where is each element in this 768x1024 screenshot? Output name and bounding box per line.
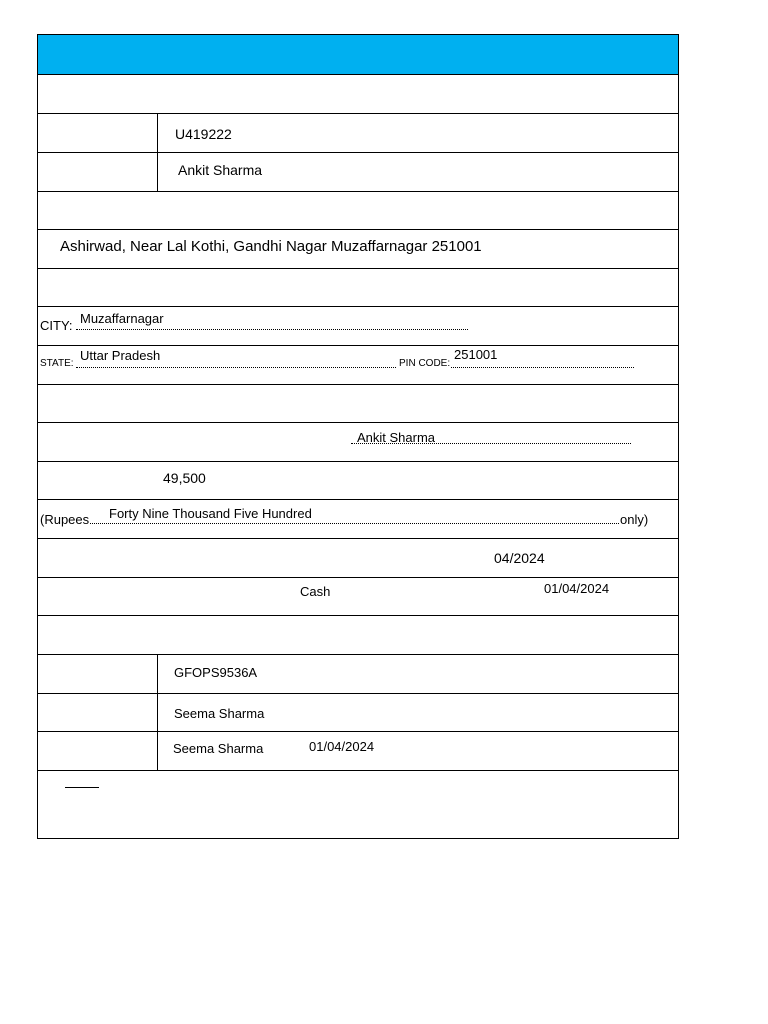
blank-row xyxy=(38,192,678,230)
state-pin-row xyxy=(38,346,678,385)
registration-number: U419222 xyxy=(175,126,232,142)
payment-mode: Cash xyxy=(300,584,331,599)
blank-row xyxy=(38,616,678,655)
city-dotted-line xyxy=(76,329,468,330)
landlord-name: Seema Sharma xyxy=(174,706,265,721)
signature-underline xyxy=(65,787,99,788)
city-label: CITY: xyxy=(40,318,73,333)
column-divider xyxy=(157,655,158,693)
amount-words-row xyxy=(38,500,678,539)
applicant-name: Ankit Sharma xyxy=(178,162,263,178)
state-dotted-line xyxy=(76,367,396,368)
landlord-name-row xyxy=(38,694,678,732)
amount-row xyxy=(38,462,678,500)
column-divider xyxy=(157,153,158,191)
signature-row xyxy=(38,732,678,771)
column-divider xyxy=(157,114,158,152)
address-row xyxy=(38,230,678,269)
pin-code-value: 251001 xyxy=(454,347,498,362)
state-value: Uttar Pradesh xyxy=(80,348,161,363)
blank-row xyxy=(38,269,678,307)
received-from-name: Ankit Sharma xyxy=(357,430,436,445)
payment-date: 01/04/2024 xyxy=(544,581,610,596)
pan-row xyxy=(38,655,678,694)
registration-row xyxy=(38,114,678,153)
name-row xyxy=(38,153,678,192)
footer-row xyxy=(38,771,678,838)
form-header-bar xyxy=(38,35,678,75)
signatory-name: Seema Sharma xyxy=(173,741,264,756)
payment-row xyxy=(38,578,678,616)
received-from-row xyxy=(38,423,678,462)
amount-figures: 49,500 xyxy=(163,470,206,486)
pin-dotted-line xyxy=(451,367,634,368)
only-label: only) xyxy=(620,512,649,527)
state-label: STATE: xyxy=(40,358,74,369)
blank-row xyxy=(38,75,678,114)
receipt-form xyxy=(37,34,679,839)
column-divider xyxy=(157,732,158,770)
signature-date: 01/04/2024 xyxy=(309,739,375,754)
city-row xyxy=(38,307,678,346)
period-row xyxy=(38,539,678,578)
pin-code-label: PIN CODE: xyxy=(399,358,451,369)
rent-period: 04/2024 xyxy=(494,550,545,566)
column-divider xyxy=(157,694,158,731)
amount-words-dotted-line xyxy=(90,523,619,524)
city-value: Muzaffarnagar xyxy=(80,311,164,326)
rupees-label: (Rupees xyxy=(40,512,90,527)
amount-in-words: Forty Nine Thousand Five Hundred xyxy=(109,506,312,521)
address-text: Ashirwad, Near Lal Kothi, Gandhi Nagar Muzaffarnagar 251001 xyxy=(60,238,482,255)
landlord-pan: GFOPS9536A xyxy=(174,665,258,680)
blank-row xyxy=(38,385,678,423)
